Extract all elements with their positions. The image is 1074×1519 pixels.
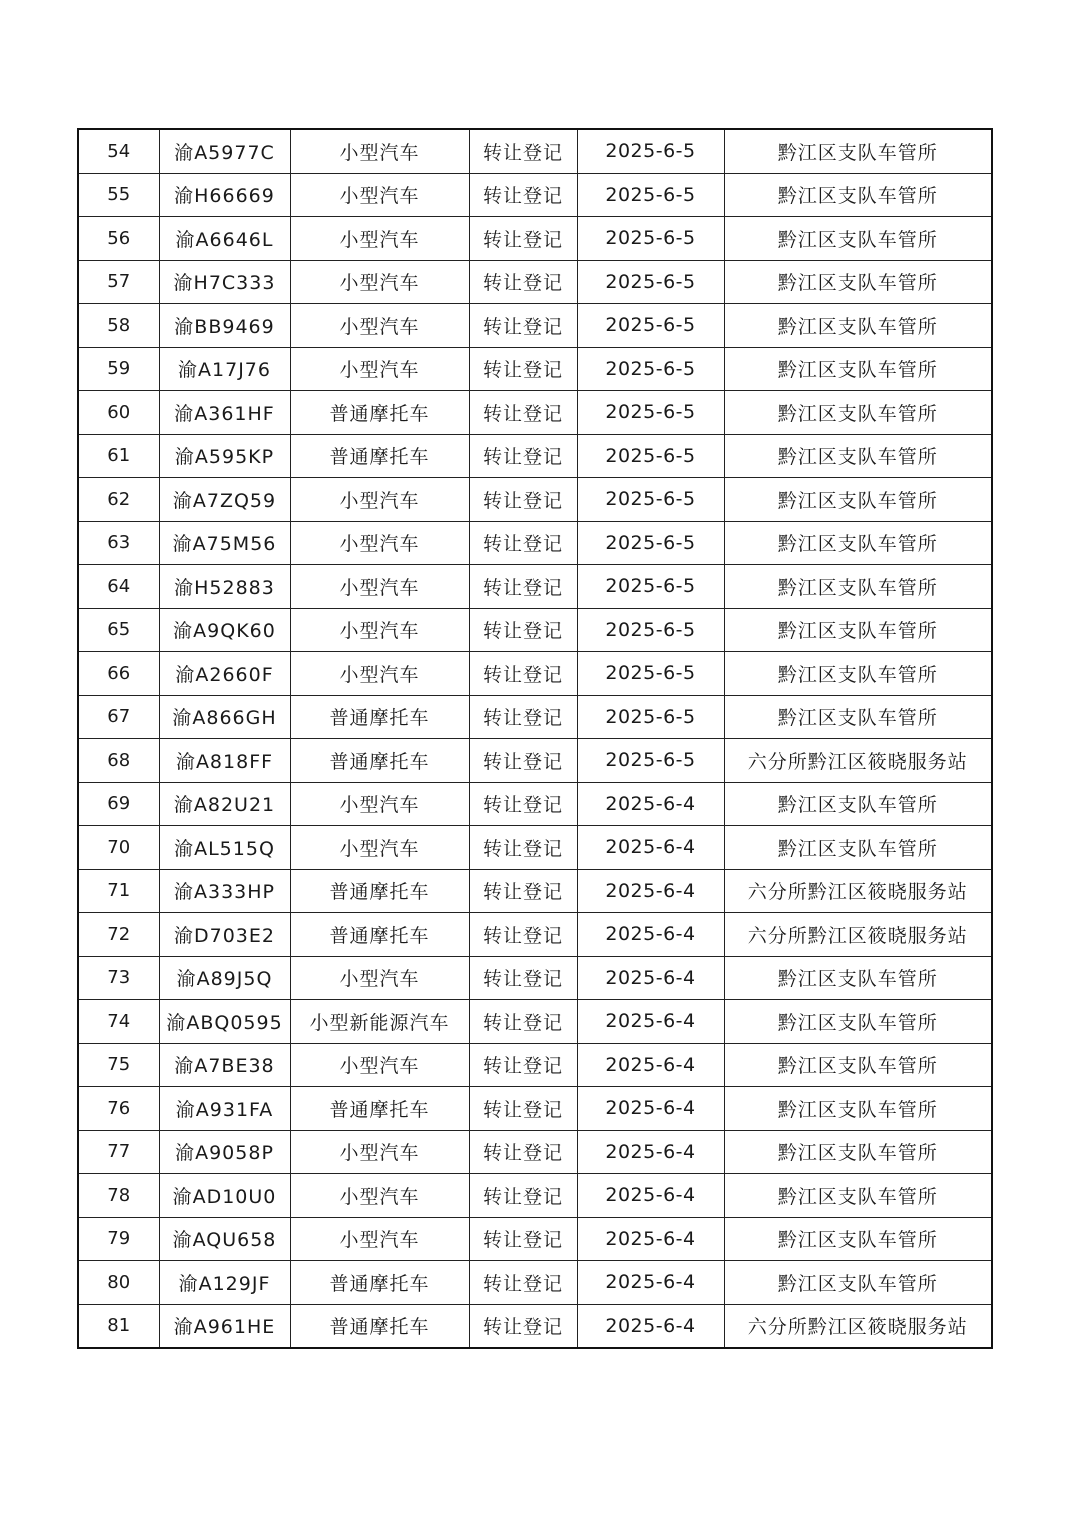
date-cell: 2025-6-4	[577, 1304, 724, 1348]
table-row	[78, 913, 992, 957]
office-cell: 黔江区支队车管所	[724, 434, 992, 478]
vehicle-type-cell: 小型汽车	[290, 1217, 469, 1261]
row-number-cell: 75	[78, 1043, 159, 1087]
office-cell: 黔江区支队车管所	[724, 608, 992, 652]
vehicle-type-cell: 小型汽车	[290, 173, 469, 217]
table-row	[78, 608, 992, 652]
vehicle-type-cell: 普通摩托车	[290, 739, 469, 783]
plate-number-cell: 渝A818FF	[159, 739, 290, 783]
row-number-cell: 76	[78, 1087, 159, 1131]
business-type-cell: 转让登记	[469, 434, 577, 478]
business-type-cell: 转让登记	[469, 1217, 577, 1261]
date-cell: 2025-6-5	[577, 608, 724, 652]
date-cell: 2025-6-4	[577, 1217, 724, 1261]
vehicle-type-cell: 小型汽车	[290, 1174, 469, 1218]
table-row	[78, 826, 992, 870]
vehicle-type-cell: 小型汽车	[290, 347, 469, 391]
plate-number-cell: 渝A333HP	[159, 869, 290, 913]
plate-number-cell: 渝AL515Q	[159, 826, 290, 870]
date-cell: 2025-6-4	[577, 1043, 724, 1087]
business-type-cell: 转让登记	[469, 913, 577, 957]
table-row	[78, 391, 992, 435]
table-body	[78, 129, 992, 1348]
plate-number-cell: 渝A961HE	[159, 1304, 290, 1348]
plate-number-cell: 渝A75M56	[159, 521, 290, 565]
row-number-cell: 68	[78, 739, 159, 783]
business-type-cell: 转让登记	[469, 1174, 577, 1218]
plate-number-cell: 渝A89J5Q	[159, 956, 290, 1000]
table-row	[78, 869, 992, 913]
office-cell: 六分所黔江区筱晓服务站	[724, 1304, 992, 1348]
business-type-cell: 转让登记	[469, 347, 577, 391]
table-row	[78, 652, 992, 696]
table-row	[78, 478, 992, 522]
table-row	[78, 304, 992, 348]
plate-number-cell: 渝A931FA	[159, 1087, 290, 1131]
date-cell: 2025-6-5	[577, 695, 724, 739]
office-cell: 黔江区支队车管所	[724, 1130, 992, 1174]
vehicle-type-cell: 普通摩托车	[290, 695, 469, 739]
plate-number-cell: 渝A595KP	[159, 434, 290, 478]
row-number-cell: 61	[78, 434, 159, 478]
date-cell: 2025-6-5	[577, 391, 724, 435]
table-row	[78, 260, 992, 304]
office-cell: 黔江区支队车管所	[724, 695, 992, 739]
plate-number-cell: 渝D703E2	[159, 913, 290, 957]
row-number-cell: 67	[78, 695, 159, 739]
plate-number-cell: 渝A6646L	[159, 217, 290, 261]
office-cell: 黔江区支队车管所	[724, 782, 992, 826]
business-type-cell: 转让登记	[469, 1043, 577, 1087]
vehicle-type-cell: 普通摩托车	[290, 913, 469, 957]
vehicle-type-cell: 普通摩托车	[290, 434, 469, 478]
row-number-cell: 54	[78, 129, 159, 173]
vehicle-type-cell: 小型汽车	[290, 478, 469, 522]
office-cell: 黔江区支队车管所	[724, 1043, 992, 1087]
row-number-cell: 64	[78, 565, 159, 609]
date-cell: 2025-6-4	[577, 869, 724, 913]
date-cell: 2025-6-5	[577, 565, 724, 609]
office-cell: 黔江区支队车管所	[724, 260, 992, 304]
office-cell: 黔江区支队车管所	[724, 304, 992, 348]
table-row	[78, 1087, 992, 1131]
plate-number-cell: 渝H7C333	[159, 260, 290, 304]
row-number-cell: 71	[78, 869, 159, 913]
business-type-cell: 转让登记	[469, 173, 577, 217]
date-cell: 2025-6-5	[577, 304, 724, 348]
business-type-cell: 转让登记	[469, 565, 577, 609]
office-cell: 六分所黔江区筱晓服务站	[724, 739, 992, 783]
row-number-cell: 56	[78, 217, 159, 261]
vehicle-type-cell: 小型汽车	[290, 565, 469, 609]
date-cell: 2025-6-4	[577, 1087, 724, 1131]
vehicle-type-cell: 小型汽车	[290, 608, 469, 652]
business-type-cell: 转让登记	[469, 695, 577, 739]
vehicle-type-cell: 小型新能源汽车	[290, 1000, 469, 1044]
date-cell: 2025-6-4	[577, 1261, 724, 1305]
row-number-cell: 74	[78, 1000, 159, 1044]
vehicle-transfer-table	[77, 128, 993, 1349]
office-cell: 黔江区支队车管所	[724, 347, 992, 391]
date-cell: 2025-6-5	[577, 739, 724, 783]
date-cell: 2025-6-4	[577, 1000, 724, 1044]
office-cell: 黔江区支队车管所	[724, 391, 992, 435]
plate-number-cell: 渝A866GH	[159, 695, 290, 739]
business-type-cell: 转让登记	[469, 521, 577, 565]
date-cell: 2025-6-5	[577, 434, 724, 478]
office-cell: 黔江区支队车管所	[724, 826, 992, 870]
table-row	[78, 129, 992, 173]
vehicle-type-cell: 普通摩托车	[290, 1304, 469, 1348]
table-row	[78, 1174, 992, 1218]
date-cell: 2025-6-5	[577, 521, 724, 565]
business-type-cell: 转让登记	[469, 1130, 577, 1174]
vehicle-type-cell: 小型汽车	[290, 1130, 469, 1174]
office-cell: 黔江区支队车管所	[724, 521, 992, 565]
row-number-cell: 80	[78, 1261, 159, 1305]
office-cell: 黔江区支队车管所	[724, 1174, 992, 1218]
table-row	[78, 347, 992, 391]
table-row	[78, 1000, 992, 1044]
table-row	[78, 956, 992, 1000]
business-type-cell: 转让登记	[469, 1087, 577, 1131]
row-number-cell: 55	[78, 173, 159, 217]
business-type-cell: 转让登记	[469, 608, 577, 652]
table-row	[78, 1261, 992, 1305]
office-cell: 黔江区支队车管所	[724, 1217, 992, 1261]
table-row	[78, 521, 992, 565]
business-type-cell: 转让登记	[469, 869, 577, 913]
vehicle-type-cell: 小型汽车	[290, 782, 469, 826]
vehicle-type-cell: 小型汽车	[290, 652, 469, 696]
plate-number-cell: 渝A5977C	[159, 129, 290, 173]
vehicle-type-cell: 小型汽车	[290, 826, 469, 870]
date-cell: 2025-6-5	[577, 217, 724, 261]
row-number-cell: 63	[78, 521, 159, 565]
table-row	[78, 1043, 992, 1087]
plate-number-cell: 渝H52883	[159, 565, 290, 609]
date-cell: 2025-6-4	[577, 826, 724, 870]
table-row	[78, 1130, 992, 1174]
date-cell: 2025-6-5	[577, 260, 724, 304]
row-number-cell: 81	[78, 1304, 159, 1348]
business-type-cell: 转让登记	[469, 782, 577, 826]
business-type-cell: 转让登记	[469, 260, 577, 304]
table-row	[78, 173, 992, 217]
row-number-cell: 73	[78, 956, 159, 1000]
business-type-cell: 转让登记	[469, 217, 577, 261]
plate-number-cell: 渝A82U21	[159, 782, 290, 826]
date-cell: 2025-6-4	[577, 782, 724, 826]
vehicle-type-cell: 小型汽车	[290, 129, 469, 173]
table-row	[78, 695, 992, 739]
table-row	[78, 1217, 992, 1261]
business-type-cell: 转让登记	[469, 304, 577, 348]
plate-number-cell: 渝A7ZQ59	[159, 478, 290, 522]
plate-number-cell: 渝A129JF	[159, 1261, 290, 1305]
office-cell: 黔江区支队车管所	[724, 956, 992, 1000]
plate-number-cell: 渝A9058P	[159, 1130, 290, 1174]
date-cell: 2025-6-4	[577, 1174, 724, 1218]
row-number-cell: 59	[78, 347, 159, 391]
date-cell: 2025-6-5	[577, 129, 724, 173]
office-cell: 黔江区支队车管所	[724, 129, 992, 173]
office-cell: 黔江区支队车管所	[724, 565, 992, 609]
date-cell: 2025-6-4	[577, 913, 724, 957]
plate-number-cell: 渝AD10U0	[159, 1174, 290, 1218]
row-number-cell: 58	[78, 304, 159, 348]
table-row	[78, 565, 992, 609]
plate-number-cell: 渝AQU658	[159, 1217, 290, 1261]
plate-number-cell: 渝A2660F	[159, 652, 290, 696]
business-type-cell: 转让登记	[469, 652, 577, 696]
office-cell: 六分所黔江区筱晓服务站	[724, 869, 992, 913]
business-type-cell: 转让登记	[469, 956, 577, 1000]
business-type-cell: 转让登记	[469, 739, 577, 783]
date-cell: 2025-6-4	[577, 956, 724, 1000]
vehicle-type-cell: 普通摩托车	[290, 869, 469, 913]
business-type-cell: 转让登记	[469, 1000, 577, 1044]
row-number-cell: 70	[78, 826, 159, 870]
table-row	[78, 782, 992, 826]
office-cell: 黔江区支队车管所	[724, 1261, 992, 1305]
vehicle-type-cell: 小型汽车	[290, 260, 469, 304]
office-cell: 黔江区支队车管所	[724, 478, 992, 522]
business-type-cell: 转让登记	[469, 826, 577, 870]
table-row	[78, 1304, 992, 1348]
row-number-cell: 65	[78, 608, 159, 652]
plate-number-cell: 渝A17J76	[159, 347, 290, 391]
vehicle-type-cell: 普通摩托车	[290, 1087, 469, 1131]
office-cell: 黔江区支队车管所	[724, 1087, 992, 1131]
plate-number-cell: 渝H66669	[159, 173, 290, 217]
business-type-cell: 转让登记	[469, 391, 577, 435]
date-cell: 2025-6-4	[577, 1130, 724, 1174]
row-number-cell: 78	[78, 1174, 159, 1218]
date-cell: 2025-6-5	[577, 478, 724, 522]
office-cell: 六分所黔江区筱晓服务站	[724, 913, 992, 957]
vehicle-type-cell: 小型汽车	[290, 1043, 469, 1087]
row-number-cell: 57	[78, 260, 159, 304]
date-cell: 2025-6-5	[577, 173, 724, 217]
plate-number-cell: 渝A361HF	[159, 391, 290, 435]
vehicle-type-cell: 普通摩托车	[290, 391, 469, 435]
plate-number-cell: 渝A7BE38	[159, 1043, 290, 1087]
office-cell: 黔江区支队车管所	[724, 652, 992, 696]
row-number-cell: 69	[78, 782, 159, 826]
row-number-cell: 62	[78, 478, 159, 522]
vehicle-type-cell: 小型汽车	[290, 304, 469, 348]
office-cell: 黔江区支队车管所	[724, 173, 992, 217]
vehicle-type-cell: 小型汽车	[290, 956, 469, 1000]
date-cell: 2025-6-5	[577, 652, 724, 696]
date-cell: 2025-6-5	[577, 347, 724, 391]
row-number-cell: 66	[78, 652, 159, 696]
business-type-cell: 转让登记	[469, 1261, 577, 1305]
table-row	[78, 217, 992, 261]
plate-number-cell: 渝A9QK60	[159, 608, 290, 652]
vehicle-type-cell: 普通摩托车	[290, 1261, 469, 1305]
plate-number-cell: 渝ABQ0595	[159, 1000, 290, 1044]
office-cell: 黔江区支队车管所	[724, 1000, 992, 1044]
table-row	[78, 434, 992, 478]
business-type-cell: 转让登记	[469, 478, 577, 522]
vehicle-type-cell: 小型汽车	[290, 521, 469, 565]
plate-number-cell: 渝BB9469	[159, 304, 290, 348]
row-number-cell: 60	[78, 391, 159, 435]
vehicle-type-cell: 小型汽车	[290, 217, 469, 261]
business-type-cell: 转让登记	[469, 129, 577, 173]
table-row	[78, 739, 992, 783]
row-number-cell: 72	[78, 913, 159, 957]
row-number-cell: 77	[78, 1130, 159, 1174]
office-cell: 黔江区支队车管所	[724, 217, 992, 261]
row-number-cell: 79	[78, 1217, 159, 1261]
business-type-cell: 转让登记	[469, 1304, 577, 1348]
